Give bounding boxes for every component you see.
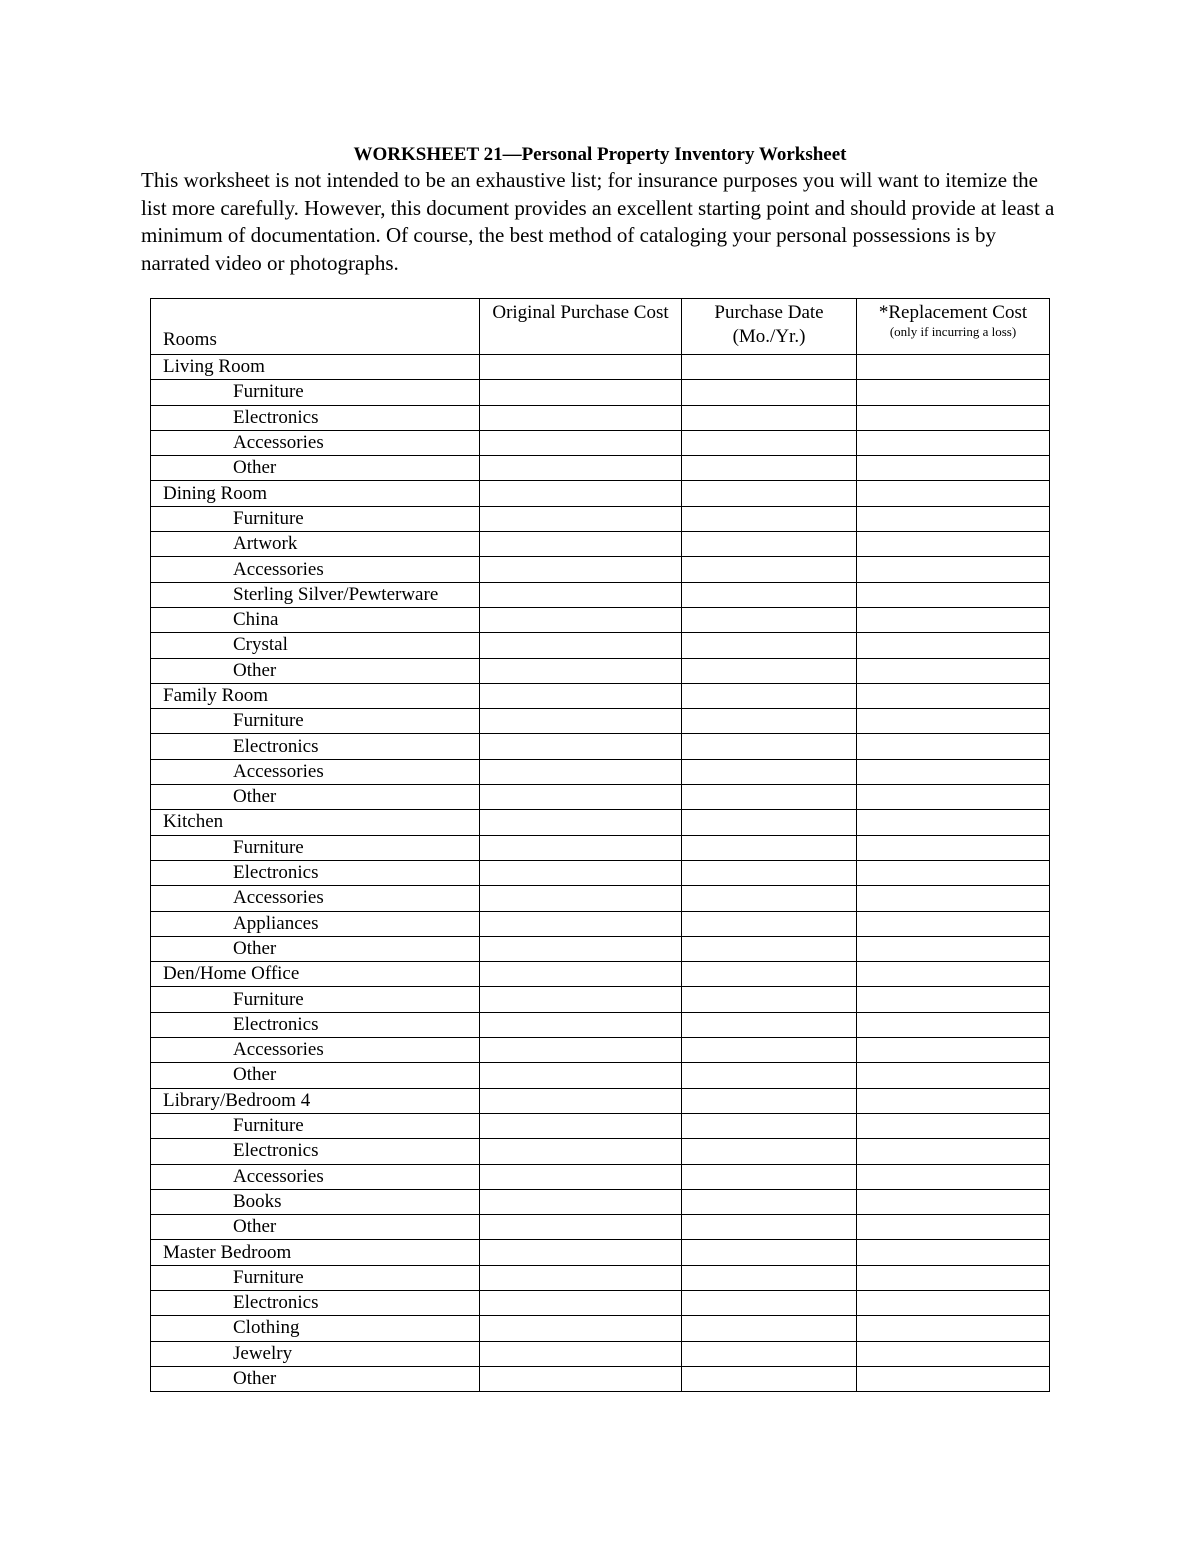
table-row <box>151 759 1050 784</box>
replacement-cost-cell[interactable] <box>857 557 1050 582</box>
table-row <box>151 1316 1050 1341</box>
item-category-label: China <box>151 607 480 632</box>
replacement-cost-cell[interactable] <box>857 1038 1050 1063</box>
original-cost-cell[interactable] <box>480 633 682 658</box>
purchase-date-cell[interactable] <box>682 481 857 506</box>
item-category-label: Books <box>151 1189 480 1214</box>
original-cost-cell[interactable] <box>480 1189 682 1214</box>
replacement-cost-cell[interactable] <box>857 962 1050 987</box>
table-row <box>151 1113 1050 1138</box>
purchase-date-cell[interactable] <box>682 506 857 531</box>
intro-paragraph: This worksheet is not intended to be an exhaustive list; for insurance purposes you will want to itemize the list more carefully. However, this document provides an excellent starting point and should provide at least a minimum of documentation. Of course, the best method of cataloging your personal possessions is by narrated video or photographs. <box>141 168 1055 275</box>
item-category-label: Accessories <box>151 430 480 455</box>
item-category-label: Appliances <box>151 911 480 936</box>
purchase-date-cell[interactable] <box>682 380 857 405</box>
item-category-label: Electronics <box>151 1290 480 1315</box>
purchase-date-cell[interactable] <box>682 886 857 911</box>
item-category-label: Accessories <box>151 1164 480 1189</box>
header-replacement-cost-label: *Replacement Cost <box>878 302 1028 323</box>
replacement-cost-cell[interactable] <box>857 911 1050 936</box>
replacement-cost-cell[interactable] <box>857 405 1050 430</box>
original-cost-cell[interactable] <box>480 759 682 784</box>
table-row <box>151 1038 1050 1063</box>
table-row <box>151 810 1050 835</box>
table-row <box>151 683 1050 708</box>
purchase-date-cell[interactable] <box>682 962 857 987</box>
table-row <box>151 1240 1050 1265</box>
header-replacement-cost <box>857 299 1050 355</box>
item-category-label: Furniture <box>151 506 480 531</box>
item-category-label: Furniture <box>151 835 480 860</box>
replacement-cost-cell[interactable] <box>857 532 1050 557</box>
purchase-date-cell[interactable] <box>682 1290 857 1315</box>
replacement-cost-cell[interactable] <box>857 430 1050 455</box>
replacement-cost-cell[interactable] <box>857 1012 1050 1037</box>
table-row <box>151 355 1050 380</box>
item-category-label: Jewelry <box>151 1341 480 1366</box>
purchase-date-cell[interactable] <box>682 1139 857 1164</box>
table-row <box>151 1012 1050 1037</box>
original-cost-cell[interactable] <box>480 456 682 481</box>
table-row <box>151 456 1050 481</box>
table-row <box>151 734 1050 759</box>
item-category-label: Furniture <box>151 709 480 734</box>
room-label: Den/Home Office <box>151 962 480 987</box>
table-row <box>151 1215 1050 1240</box>
purchase-date-cell[interactable] <box>682 936 857 961</box>
replacement-cost-cell[interactable] <box>857 936 1050 961</box>
purchase-date-cell[interactable] <box>682 1240 857 1265</box>
purchase-date-cell[interactable] <box>682 532 857 557</box>
original-cost-cell[interactable] <box>480 936 682 961</box>
purchase-date-cell[interactable] <box>682 987 857 1012</box>
item-category-label: Other <box>151 456 480 481</box>
purchase-date-cell[interactable] <box>682 658 857 683</box>
item-category-label: Crystal <box>151 633 480 658</box>
table-row <box>151 1341 1050 1366</box>
room-label: Master Bedroom <box>151 1240 480 1265</box>
replacement-cost-cell[interactable] <box>857 355 1050 380</box>
purchase-date-cell[interactable] <box>682 1316 857 1341</box>
purchase-date-cell[interactable] <box>682 633 857 658</box>
purchase-date-cell[interactable] <box>682 1366 857 1391</box>
table-row <box>151 405 1050 430</box>
table-row <box>151 658 1050 683</box>
replacement-cost-cell[interactable] <box>857 1265 1050 1290</box>
table-row <box>151 582 1050 607</box>
table-row <box>151 1189 1050 1214</box>
replacement-cost-cell[interactable] <box>857 709 1050 734</box>
room-label: Family Room <box>151 683 480 708</box>
original-cost-cell[interactable] <box>480 1265 682 1290</box>
original-cost-cell[interactable] <box>480 1316 682 1341</box>
replacement-cost-cell[interactable] <box>857 1189 1050 1214</box>
item-category-label: Other <box>151 785 480 810</box>
item-category-label: Other <box>151 1215 480 1240</box>
replacement-cost-cell[interactable] <box>857 1113 1050 1138</box>
replacement-cost-cell[interactable] <box>857 1215 1050 1240</box>
replacement-cost-cell[interactable] <box>857 633 1050 658</box>
table-row <box>151 557 1050 582</box>
original-cost-cell[interactable] <box>480 1088 682 1113</box>
item-category-label: Furniture <box>151 987 480 1012</box>
item-category-label: Other <box>151 658 480 683</box>
item-category-label: Electronics <box>151 405 480 430</box>
table-row <box>151 1366 1050 1391</box>
purchase-date-cell[interactable] <box>682 835 857 860</box>
item-category-label: Accessories <box>151 1038 480 1063</box>
replacement-cost-cell[interactable] <box>857 1316 1050 1341</box>
purchase-date-cell[interactable] <box>682 582 857 607</box>
inventory-table <box>150 298 1050 1392</box>
replacement-cost-cell[interactable] <box>857 860 1050 885</box>
purchase-date-cell[interactable] <box>682 1215 857 1240</box>
table-row <box>151 709 1050 734</box>
table-row <box>151 987 1050 1012</box>
original-cost-cell[interactable] <box>480 1366 682 1391</box>
original-cost-cell[interactable] <box>480 506 682 531</box>
original-cost-cell[interactable] <box>480 481 682 506</box>
replacement-cost-cell[interactable] <box>857 1240 1050 1265</box>
table-row <box>151 1088 1050 1113</box>
table-row <box>151 1164 1050 1189</box>
purchase-date-cell[interactable] <box>682 1012 857 1037</box>
original-cost-cell[interactable] <box>480 1038 682 1063</box>
table-row <box>151 1265 1050 1290</box>
original-cost-cell[interactable] <box>480 582 682 607</box>
original-cost-cell[interactable] <box>480 683 682 708</box>
original-cost-cell[interactable] <box>480 1113 682 1138</box>
purchase-date-cell[interactable] <box>682 759 857 784</box>
table-row <box>151 607 1050 632</box>
item-category-label: Other <box>151 1063 480 1088</box>
table-row <box>151 785 1050 810</box>
table-row <box>151 835 1050 860</box>
item-category-label: Electronics <box>151 1012 480 1037</box>
replacement-cost-cell[interactable] <box>857 1341 1050 1366</box>
original-cost-cell[interactable] <box>480 430 682 455</box>
replacement-cost-cell[interactable] <box>857 456 1050 481</box>
replacement-cost-cell[interactable] <box>857 785 1050 810</box>
replacement-cost-cell[interactable] <box>857 886 1050 911</box>
original-cost-cell[interactable] <box>480 810 682 835</box>
purchase-date-cell[interactable] <box>682 1063 857 1088</box>
original-cost-cell[interactable] <box>480 1063 682 1088</box>
header-rooms: Rooms <box>151 299 480 355</box>
table-row <box>151 430 1050 455</box>
header-purchase-date: Purchase Date (Mo./Yr.) <box>682 299 857 355</box>
table-row <box>151 886 1050 911</box>
purchase-date-cell[interactable] <box>682 1113 857 1138</box>
room-label: Kitchen <box>151 810 480 835</box>
table-row <box>151 860 1050 885</box>
purchase-date-cell[interactable] <box>682 456 857 481</box>
table-row <box>151 506 1050 531</box>
table-row <box>151 481 1050 506</box>
item-category-label: Accessories <box>151 557 480 582</box>
table-row <box>151 962 1050 987</box>
original-cost-cell[interactable] <box>480 355 682 380</box>
original-cost-cell[interactable] <box>480 1012 682 1037</box>
header-original-purchase-cost: Original Purchase Cost <box>480 299 682 355</box>
purchase-date-cell[interactable] <box>682 557 857 582</box>
purchase-date-cell[interactable] <box>682 860 857 885</box>
replacement-cost-cell[interactable] <box>857 1063 1050 1088</box>
replacement-cost-cell[interactable] <box>857 1290 1050 1315</box>
original-cost-cell[interactable] <box>480 1215 682 1240</box>
original-cost-cell[interactable] <box>480 1139 682 1164</box>
replacement-cost-cell[interactable] <box>857 987 1050 1012</box>
purchase-date-cell[interactable] <box>682 607 857 632</box>
item-category-label: Electronics <box>151 734 480 759</box>
original-cost-cell[interactable] <box>480 886 682 911</box>
original-cost-cell[interactable] <box>480 607 682 632</box>
original-cost-cell[interactable] <box>480 709 682 734</box>
original-cost-cell[interactable] <box>480 1240 682 1265</box>
room-label: Living Room <box>151 355 480 380</box>
item-category-label: Furniture <box>151 1265 480 1290</box>
replacement-cost-cell[interactable] <box>857 582 1050 607</box>
item-category-label: Other <box>151 1366 480 1391</box>
original-cost-cell[interactable] <box>480 962 682 987</box>
table-row <box>151 532 1050 557</box>
table-header-row <box>151 299 1050 355</box>
original-cost-cell[interactable] <box>480 734 682 759</box>
item-category-label: Sterling Silver/Pewterware <box>151 582 480 607</box>
original-cost-cell[interactable] <box>480 860 682 885</box>
purchase-date-cell[interactable] <box>682 810 857 835</box>
purchase-date-cell[interactable] <box>682 911 857 936</box>
original-cost-cell[interactable] <box>480 557 682 582</box>
replacement-cost-cell[interactable] <box>857 506 1050 531</box>
item-category-label: Furniture <box>151 1113 480 1138</box>
original-cost-cell[interactable] <box>480 658 682 683</box>
original-cost-cell[interactable] <box>480 785 682 810</box>
purchase-date-cell[interactable] <box>682 1038 857 1063</box>
original-cost-cell[interactable] <box>480 1290 682 1315</box>
item-category-label: Accessories <box>151 759 480 784</box>
purchase-date-cell[interactable] <box>682 405 857 430</box>
room-label: Library/Bedroom 4 <box>151 1088 480 1113</box>
replacement-cost-cell[interactable] <box>857 810 1050 835</box>
replacement-cost-cell[interactable] <box>857 1088 1050 1113</box>
table-row <box>151 1139 1050 1164</box>
header-replacement-note: (only if incurring a loss) <box>889 324 1017 339</box>
original-cost-cell[interactable] <box>480 405 682 430</box>
replacement-cost-cell[interactable] <box>857 1164 1050 1189</box>
table-row <box>151 1063 1050 1088</box>
purchase-date-cell[interactable] <box>682 355 857 380</box>
table-row <box>151 380 1050 405</box>
table-row <box>151 936 1050 961</box>
item-category-label: Other <box>151 936 480 961</box>
original-cost-cell[interactable] <box>480 987 682 1012</box>
replacement-cost-cell[interactable] <box>857 683 1050 708</box>
replacement-cost-cell[interactable] <box>857 835 1050 860</box>
replacement-cost-cell[interactable] <box>857 1366 1050 1391</box>
replacement-cost-cell[interactable] <box>857 481 1050 506</box>
purchase-date-cell[interactable] <box>682 683 857 708</box>
replacement-cost-cell[interactable] <box>857 658 1050 683</box>
original-cost-cell[interactable] <box>480 1164 682 1189</box>
purchase-date-cell[interactable] <box>682 1164 857 1189</box>
worksheet-title: WORKSHEET 21—Personal Property Inventory Worksheet <box>353 144 847 165</box>
table-row <box>151 633 1050 658</box>
original-cost-cell[interactable] <box>480 911 682 936</box>
room-label: Dining Room <box>151 481 480 506</box>
purchase-date-cell[interactable] <box>682 1088 857 1113</box>
item-category-label: Electronics <box>151 860 480 885</box>
table-row <box>151 1290 1050 1315</box>
purchase-date-cell[interactable] <box>682 1189 857 1214</box>
purchase-date-cell[interactable] <box>682 430 857 455</box>
purchase-date-cell[interactable] <box>682 709 857 734</box>
purchase-date-cell[interactable] <box>682 1265 857 1290</box>
purchase-date-cell[interactable] <box>682 734 857 759</box>
replacement-cost-cell[interactable] <box>857 734 1050 759</box>
replacement-cost-cell[interactable] <box>857 380 1050 405</box>
replacement-cost-cell[interactable] <box>857 759 1050 784</box>
original-cost-cell[interactable] <box>480 380 682 405</box>
item-category-label: Artwork <box>151 532 480 557</box>
item-category-label: Electronics <box>151 1139 480 1164</box>
original-cost-cell[interactable] <box>480 532 682 557</box>
item-category-label: Clothing <box>151 1316 480 1341</box>
replacement-cost-cell[interactable] <box>857 607 1050 632</box>
purchase-date-cell[interactable] <box>682 785 857 810</box>
table-row <box>151 911 1050 936</box>
purchase-date-cell[interactable] <box>682 1341 857 1366</box>
inventory-body <box>151 355 1050 1392</box>
item-category-label: Accessories <box>151 886 480 911</box>
original-cost-cell[interactable] <box>480 835 682 860</box>
item-category-label: Furniture <box>151 380 480 405</box>
replacement-cost-cell[interactable] <box>857 1139 1050 1164</box>
original-cost-cell[interactable] <box>480 1341 682 1366</box>
